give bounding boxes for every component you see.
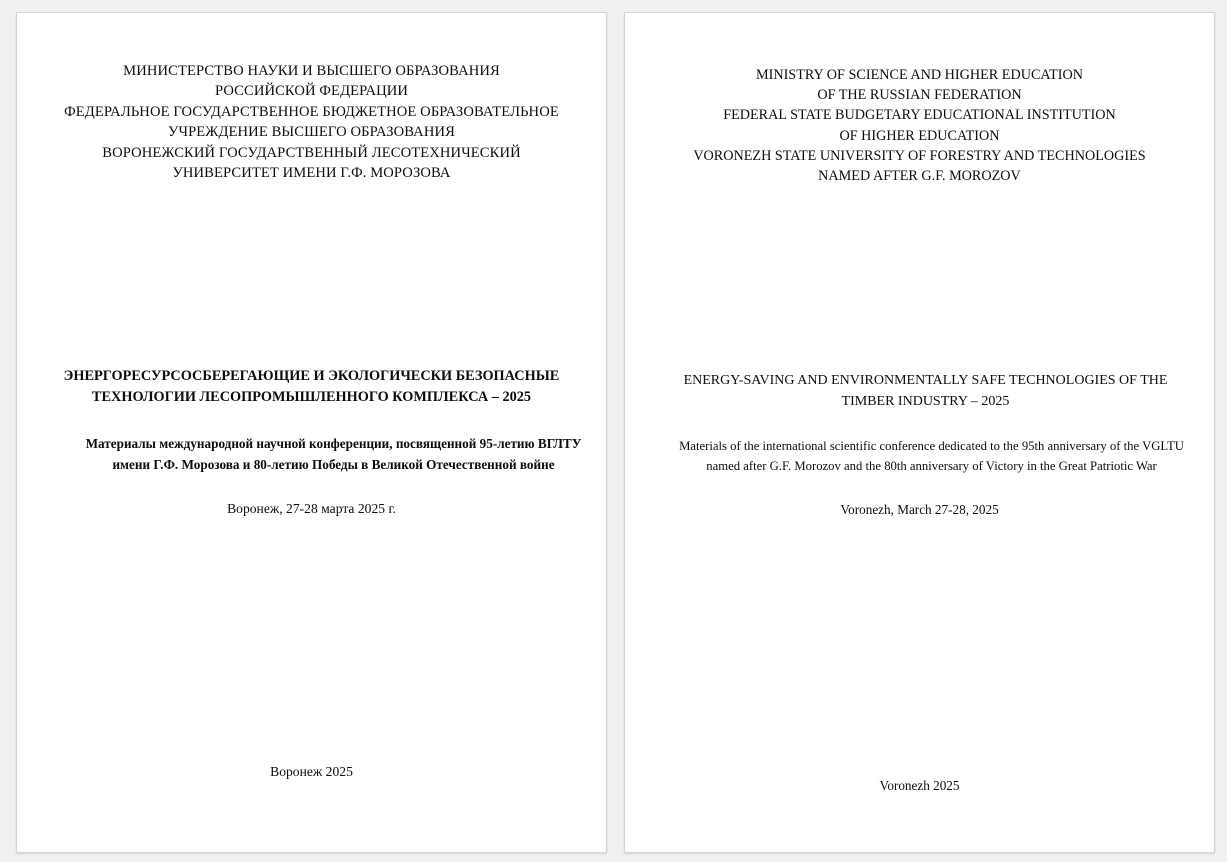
header-line: МИНИСТЕРСТВО НАУКИ И ВЫСШЕГО ОБРАЗОВАНИЯ (123, 63, 500, 79)
page-header-english (665, 65, 1174, 186)
header-line: OF THE RUSSIAN FEDERATION (817, 87, 1022, 104)
header-line: УЧРЕЖДЕНИЕ ВЫСШЕГО ОБРАЗОВАНИЯ (168, 124, 455, 141)
header-line: NAMED AFTER G.F. MOROZOV (818, 168, 1021, 185)
conference-title: ЭНЕРГОРЕСУРСОСБЕРЕГАЮЩИЕ И ЭКОЛОГИЧЕСКИ БЕЗОПАСНЫЕ ТЕХНОЛОГИИ ЛЕСОПРОМЫШЛЕННОГО КОМПЛЕКСА – 2025 (63, 368, 560, 406)
conference-place-date: Воронеж, 27-28 марта 2025 г. (227, 501, 396, 517)
header-line: FEDERAL STATE BUDGETARY EDUCATIONAL INSTITUTION (723, 107, 1116, 124)
header-line: УНИВЕРСИТЕТ ИМЕНИ Г.Ф. МОРОЗОВА (172, 165, 451, 182)
header-line: OF HIGHER EDUCATION (839, 127, 1000, 144)
header-line: ВОРОНЕЖСКИЙ ГОСУДАРСТВЕННЫЙ ЛЕСОТЕХНИЧЕСКИЙ (102, 144, 521, 161)
conference-title: ENERGY-SAVING AND ENVIRONMENTALLY SAFE TECHNOLOGIES OF THE TIMBER INDUSTRY – 2025 (683, 373, 1168, 410)
header-line: РОССИЙСКОЙ ФЕДЕРАЦИИ (214, 83, 409, 100)
page-header-russian (57, 61, 566, 183)
header-line: ФЕДЕРАЛЬНОЕ ГОСУДАРСТВЕННОЕ БЮДЖЕТНОЕ ОБРАЗОВАТЕЛЬНОЕ (64, 103, 559, 120)
page-english (624, 12, 1215, 853)
page-russian (16, 12, 607, 853)
page-footer-imprint: Voronezh 2025 (879, 778, 960, 793)
conference-subtitle: Materials of the international scientific conference dedicated to the 95th anniversary of the VGLTU named after G.F. Morozov and the 80th anniversary of Victory in the Great Patriotic War (679, 439, 1184, 474)
conference-subtitle: Материалы международной научной конференции, посвященной 95-летию ВГЛТУ имени Г.Ф. Морозова и 80-летию Победы в Великой Отечественной войне (85, 436, 582, 472)
conference-place-date: Voronezh, March 27-28, 2025 (840, 501, 999, 517)
header-line: VORONEZH STATE UNIVERSITY OF FORESTRY AND TECHNOLOGIES (693, 147, 1146, 164)
page-footer-imprint: Воронеж 2025 (270, 764, 353, 779)
header-line: MINISTRY OF SCIENCE AND HIGHER EDUCATION (756, 67, 1083, 83)
